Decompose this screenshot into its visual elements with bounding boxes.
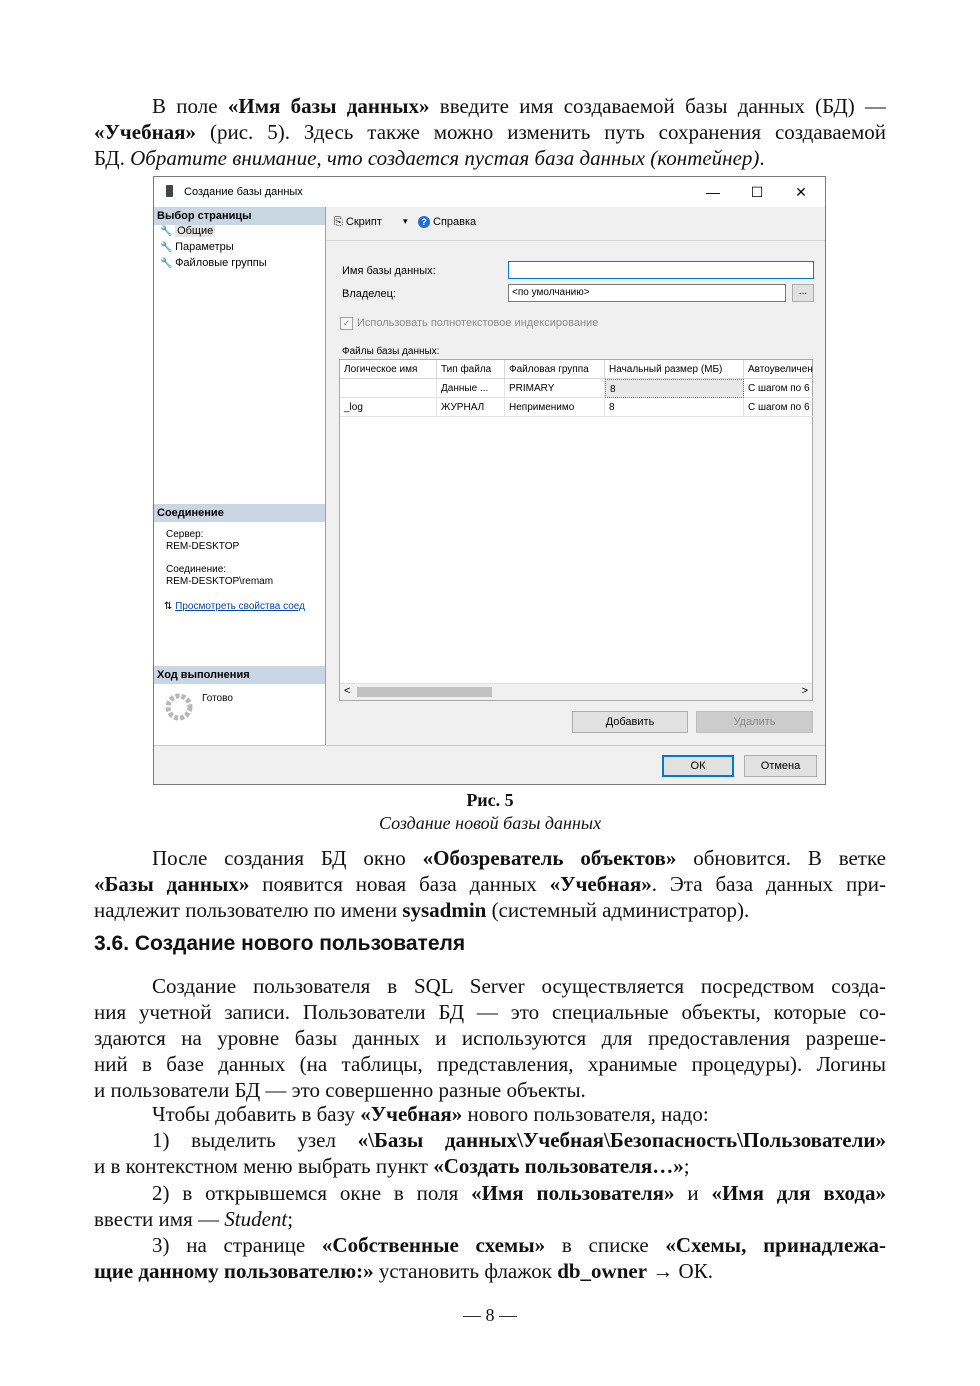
bold-text: «Базы данных» (94, 872, 250, 896)
text-line (94, 1232, 886, 1258)
connection-value: REM-DESKTOP\remam (166, 576, 274, 587)
text: появится новая база данных (249, 872, 550, 896)
help-label: Справка (433, 216, 477, 228)
script-label: Скрипт (345, 216, 382, 228)
text: в списке (545, 1233, 666, 1257)
view-properties-link[interactable]: Просмотреть свойства соед (175, 601, 305, 612)
text-line: ний в базе данных (на таблицы, представления, хранимые процедуры). Логины (94, 1052, 886, 1076)
owner-label: Владелец: (342, 288, 396, 300)
italic-text: Student (224, 1207, 288, 1231)
close-button[interactable]: ✕ (795, 184, 807, 200)
bold-text: «\Базы данных\Учебная\Безопасность\Пользователи» (357, 1128, 886, 1152)
bold-text: «Имя базы данных» (227, 94, 430, 118)
sidebar-item-general[interactable] (160, 225, 215, 237)
database-server-icon (166, 185, 173, 197)
text: . Эта база данных при- (651, 872, 886, 896)
connection-header: Соединение (154, 504, 325, 522)
bold-text: «Учебная» (94, 120, 197, 144)
bold-text: «Учебная» (549, 872, 652, 896)
text-line (94, 93, 886, 119)
bold-text: sysadmin (402, 898, 487, 922)
table-cell[interactable] (340, 379, 437, 398)
step-1 (94, 1127, 886, 1179)
figure-label: Рис. 5 (466, 790, 514, 810)
text-line: ния учетной записи. Пользователи БД — это специальные объекты, которые со- (94, 1000, 886, 1024)
step-2 (94, 1180, 886, 1232)
text-line (94, 897, 886, 923)
column-header[interactable]: Файловая группа (505, 360, 605, 379)
text-line (94, 1127, 886, 1153)
horizontal-scrollbar[interactable] (340, 683, 812, 700)
table-cell[interactable]: Данные ... (437, 379, 505, 398)
wrench-icon: 🔧 (160, 258, 173, 269)
table-cell[interactable]: _log (340, 398, 437, 417)
text-line: и пользователи БД — это совершенно разные объекты. (94, 1078, 586, 1102)
progress-spinner-icon (164, 692, 194, 722)
text-line: здаются на уровне базы данных и используются для предоставления разреше- (94, 1026, 886, 1050)
text: введите имя создаваемой базы данных (БД) — (429, 94, 886, 118)
main-pane (326, 207, 825, 746)
maximize-button[interactable]: ☐ (750, 184, 764, 200)
figure-caption: Создание новой базы данных (378, 813, 602, 833)
add-button[interactable]: Добавить (572, 711, 688, 733)
pages-header: Выбор страницы (154, 207, 325, 225)
text: ; (287, 1207, 294, 1231)
help-icon: ? (418, 216, 430, 228)
chevron-down-icon[interactable]: ▾ (403, 216, 408, 226)
column-header[interactable]: Тип файла (437, 360, 505, 379)
remove-button[interactable]: Удалить (696, 711, 813, 733)
text: и в контекстном меню выбрать пункт (94, 1154, 434, 1178)
text: После создания БД окно (152, 846, 423, 870)
title-bar (154, 177, 825, 207)
text-line (94, 119, 886, 145)
bold-text: «Имя пользователя» (471, 1181, 675, 1205)
progress-header: Ход выполнения (154, 666, 325, 684)
after-creation-paragraph (94, 845, 886, 923)
text: . (759, 146, 765, 170)
table-cell[interactable]: PRIMARY (505, 379, 605, 398)
sidebar-item-label: Параметры (175, 241, 234, 253)
bold-text: «Схемы, принадлежа- (665, 1233, 886, 1257)
text: надлежит пользователю по имени (94, 898, 403, 922)
text: (рис. 5). Здесь также можно изменить путь сохранения создаваемой (196, 120, 886, 144)
text: ; (683, 1154, 690, 1178)
text: 2) в открывшемся окне в поля (152, 1181, 472, 1205)
script-button[interactable] (334, 216, 382, 229)
text-line: Создание пользователя в SQL Server осуществляется посредством созда- (152, 974, 886, 998)
column-header[interactable]: Начальный размер (МБ) (605, 360, 744, 379)
create-database-dialog (153, 176, 826, 785)
text: обновится. В ветке (676, 846, 886, 870)
text: 1) выделить узел (152, 1128, 358, 1152)
column-header[interactable]: Логическое имя (340, 360, 437, 379)
dialog-title: Создание базы данных (184, 186, 303, 198)
wrench-icon: 🔧 (160, 226, 173, 237)
sidebar-item-parameters[interactable] (160, 241, 234, 253)
help-button[interactable] (418, 216, 476, 228)
browse-owner-button[interactable]: ... (792, 284, 814, 302)
view-connection-properties[interactable] (164, 601, 324, 613)
table-cell[interactable]: С шагом по 6 (744, 398, 814, 417)
progress-status: Готово (202, 693, 233, 704)
text: установить флажок (373, 1259, 558, 1283)
fulltext-checkbox[interactable]: ✓ (340, 317, 353, 330)
scroll-right-icon[interactable]: > (801, 685, 808, 697)
text-line (94, 1206, 886, 1232)
minimize-button[interactable]: — (706, 184, 720, 200)
text: и (674, 1181, 712, 1205)
fulltext-label: Использовать полнотекстовое индексирование (357, 317, 599, 329)
toolbar (326, 207, 825, 241)
text-line (94, 871, 886, 897)
files-label: Файлы базы данных: (342, 346, 440, 357)
sidebar-item-label: Файловые группы (175, 257, 267, 269)
text: нового пользователя, надо: (462, 1102, 709, 1126)
script-icon: ⎘ (334, 216, 343, 228)
bold-text: «Создать пользователя…» (433, 1154, 684, 1178)
text-line (94, 145, 886, 171)
intro-paragraph (94, 93, 886, 171)
section-heading: 3.6. Создание нового пользователя (94, 932, 466, 955)
table-cell[interactable]: ЖУРНАЛ (437, 398, 505, 417)
step-3 (94, 1232, 886, 1284)
sidebar-item-label: Общие (177, 225, 214, 237)
text: ввести имя — (94, 1207, 225, 1231)
text-line (94, 1180, 886, 1206)
table-cell[interactable]: 8 (605, 379, 744, 398)
wrench-icon: 🔧 (160, 242, 173, 253)
scroll-left-icon[interactable]: < (344, 685, 351, 697)
ok-button[interactable]: ОК (662, 755, 734, 777)
cancel-button[interactable]: Отмена (744, 755, 817, 777)
scrollbar-thumb[interactable] (357, 687, 492, 697)
bold-text: щие данному пользователю:» (94, 1259, 374, 1283)
server-value: REM-DESKTOP (166, 541, 240, 552)
text: В поле (152, 94, 228, 118)
table-cell[interactable]: 8 (605, 398, 744, 417)
bold-text: «Собственные схемы» (321, 1233, 546, 1257)
db-name-label: Имя базы данных: (342, 265, 436, 277)
user-creation-paragraph (94, 973, 886, 1103)
text-line (94, 1258, 886, 1284)
bold-text: db_owner (557, 1259, 648, 1283)
dialog-footer (154, 745, 825, 784)
bold-text: «Обозреватель объектов» (422, 846, 677, 870)
connection-label: Соединение: (166, 564, 227, 575)
bold-text: «Имя для входа» (711, 1181, 886, 1205)
text: (системный администратор). (486, 898, 750, 922)
add-user-intro (94, 1101, 886, 1127)
bold-text: «Учебная» (360, 1102, 463, 1126)
text-line (94, 845, 886, 871)
database-files-grid (339, 359, 813, 701)
text-line (94, 1153, 886, 1179)
italic-text: Обратите внимание, что создается пустая база данных (контейнер) (130, 146, 760, 170)
db-name-input[interactable] (508, 261, 814, 279)
server-label: Сервер: (166, 529, 204, 540)
sidebar-item-filegroups[interactable] (160, 257, 267, 269)
table-cell[interactable]: С шагом по 6 (744, 379, 814, 398)
table-cell[interactable]: Неприменимо (505, 398, 605, 417)
text: Чтобы добавить в базу (152, 1102, 361, 1126)
text-line (94, 1101, 886, 1127)
text: 3) на странице (152, 1233, 322, 1257)
connection-icon: ⇅ (164, 601, 173, 612)
owner-input[interactable]: <по умолчанию> (508, 284, 786, 302)
text: → ОК. (647, 1259, 713, 1283)
text: БД. (94, 146, 131, 170)
column-header[interactable]: Автоувеличен (744, 360, 814, 379)
page-number: — 8 — (463, 1305, 517, 1325)
sidebar (154, 207, 326, 746)
